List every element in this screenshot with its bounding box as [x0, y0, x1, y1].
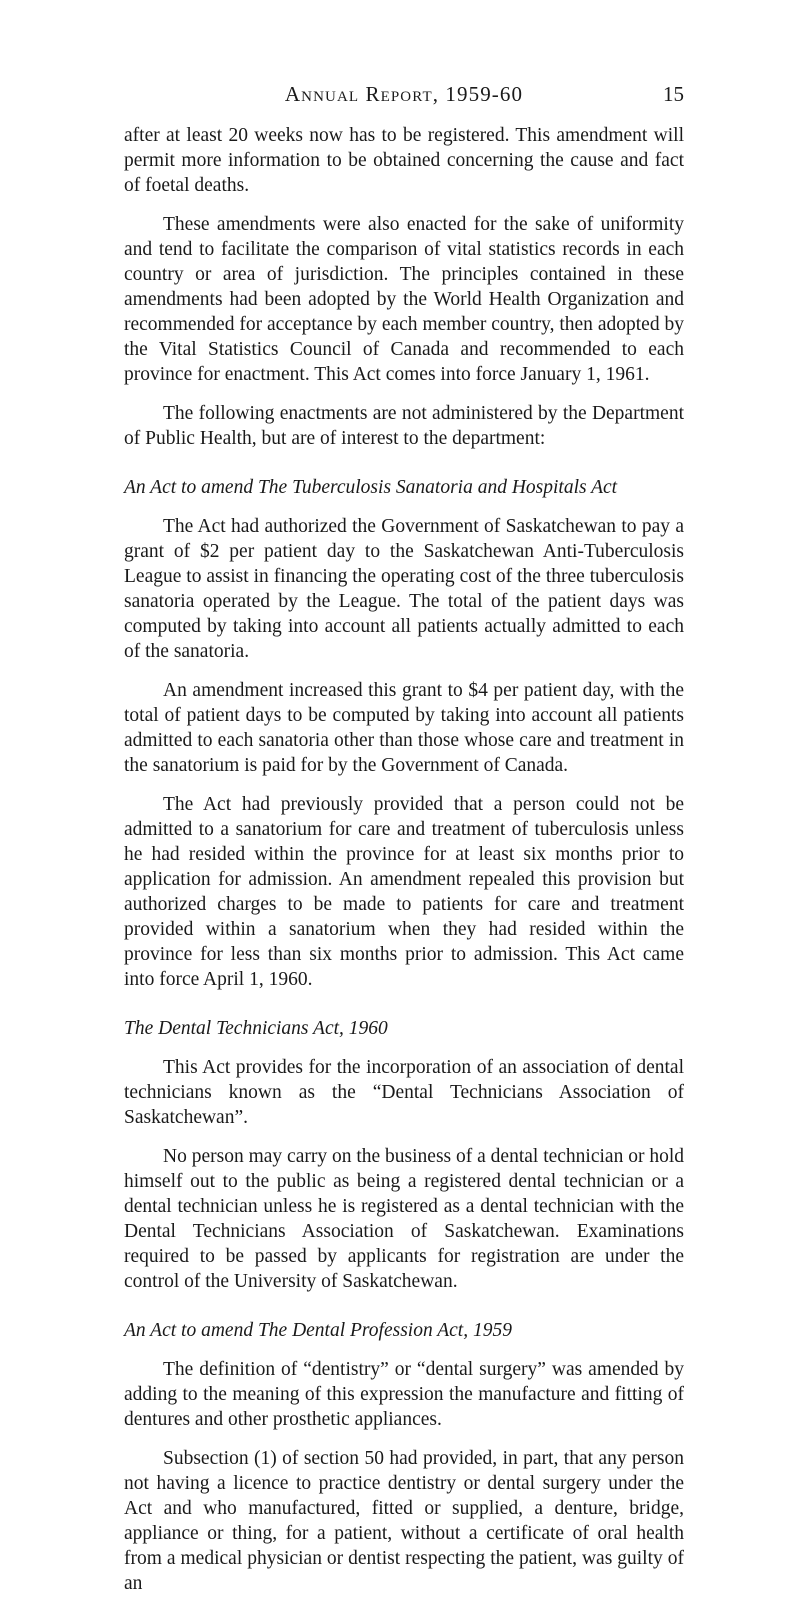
paragraph: The following enactments are not administered by the Department of Public Health, but are of interest to the department:: [124, 403, 684, 449]
paragraph: The Act had previously provided that a person could not be admitted to a sanatorium for care and treatment of tuberculosis unless he had resided within the province for at least six months prior to application for admission. An amendment repealed this provision but authorized charges to be made to patients for care and treatment provided within a sanatorium when they had resided within the province for less than six months prior to admission. This Act came into force April 1, 1960.: [124, 794, 684, 990]
body-text: [124, 123, 684, 1610]
paragraph: The Act had authorized the Government of Saskatchewan to pay a grant of $2 per patient day to the Saskatchewan Anti-Tuberculosis League to assist in financing the operating cost of the three tuberculosis sanatoria operated by the League. The total of the patient days was computed by taking into account all patients actually admitted to each of the sanatoria.: [124, 516, 684, 662]
paragraph: Subsection (1) of section 50 had provided, in part, that any person not having a licence to practice dentistry or dental surgery under the Act and who manufactured, fitted or supplied, a denture, bridge, appliance or thing, for a patient, without a certificate of oral health from a medical physician or dentist respecting the patient, was guilty of an: [124, 1448, 684, 1594]
section-heading: An Act to amend The Tuberculosis Sanatoria and Hospitals Act: [124, 477, 618, 498]
paragraph: An amendment increased this grant to $4 per patient day, with the total of patient days to be computed by taking into account all patients admitted to each sanatoria other than those whose care and treatment in the sanatorium is paid for by the Government of Canada.: [124, 680, 684, 776]
running-title: Annual Report, 1959-60: [284, 82, 524, 106]
paragraph: This Act provides for the incorporation of an association of dental technicians known as the “Dental Technicians Association of Saskatchewan”.: [124, 1057, 684, 1128]
section-heading: An Act to amend The Dental Profession Act, 1959: [124, 1320, 512, 1341]
paragraph: These amendments were also enacted for the sake of uniformity and tend to facilitate the comparison of vital statistics records in each country or area of jurisdiction. The principles contained in these amendments had been adopted by the World Health Organization and recommended for acceptance by each member country, then adopted by the Vital Statistics Council of Canada and recommended to each province for enactment. This Act comes into force January 1, 1961.: [124, 214, 684, 385]
running-header: [124, 82, 684, 110]
paragraph: No person may carry on the business of a dental technician or hold himself out to the public as being a registered dental technician or a dental technician unless he is registered as a dental technician with the Dental Technicians Association of Saskatchewan. Examinations required to be passed by applicants for registration are under the control of the University of Saskatchewan.: [124, 1146, 684, 1292]
paragraph: after at least 20 weeks now has to be registered. This amendment will permit more information to be obtained concerning the cause and fact of foetal deaths.: [124, 125, 684, 196]
page-number: 15: [663, 82, 684, 106]
section-heading: The Dental Technicians Act, 1960: [124, 1018, 388, 1039]
paragraph: The definition of “dentistry” or “dental surgery” was amended by adding to the meaning of this expression the manufacture and fitting of dentures and other prosthetic appliances.: [124, 1359, 684, 1430]
